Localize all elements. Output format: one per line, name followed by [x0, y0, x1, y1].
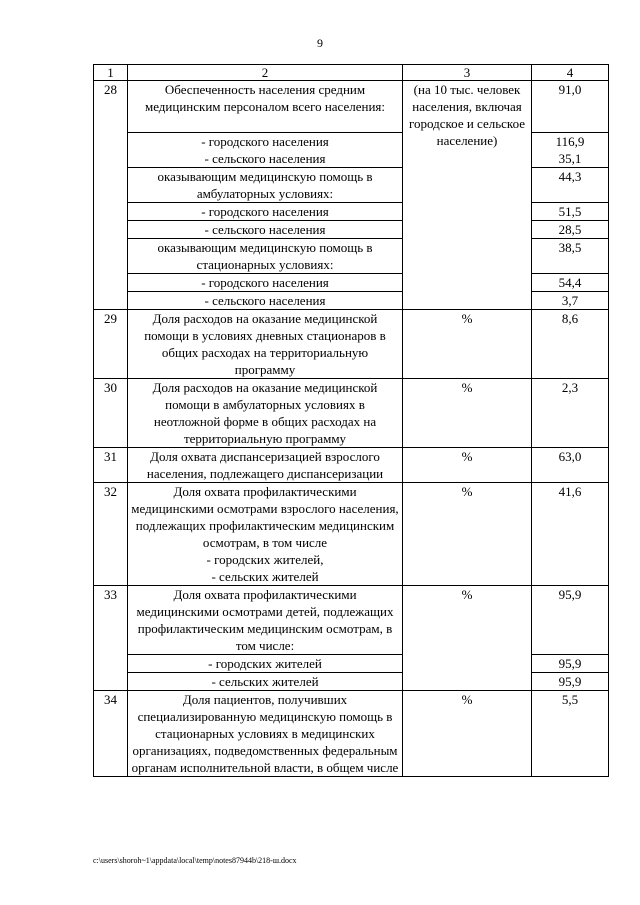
indicator-text: - сельского населения — [128, 292, 403, 310]
page-number: 9 — [317, 36, 323, 50]
table-row — [94, 292, 609, 310]
header-col-2: 2 — [128, 65, 403, 81]
table-row — [94, 150, 609, 168]
table-row — [94, 673, 609, 691]
value-cell: 116,9 — [532, 133, 609, 151]
table-row — [94, 483, 609, 586]
indicator-text: Доля расходов на оказание медицинской помощи в амбулаторных условиях в неотложной форме в общих расходах на территориальную программу — [128, 379, 403, 448]
header-col-4: 4 — [532, 65, 609, 81]
indicator-text: Доля расходов на оказание медицинской помощи в условиях дневных стационаров в общих расходах на территориальную программу — [128, 310, 403, 379]
indicator-text: - сельских жителей — [128, 673, 403, 691]
value-cell: 41,6 — [532, 483, 609, 586]
unit-cell: (на 10 тыс. человек населения, включая городское и сельское население) — [403, 81, 532, 310]
indicator-text: Доля охвата профилактическими медицинскими осмотрами взрослого населения, подлежащих профилактическим медицинским осмотрам, в том числе — [131, 484, 399, 550]
table-row — [94, 203, 609, 221]
header-row — [94, 65, 609, 81]
file-path-footer: c:\users\shoroh~1\appdata\local\temp\notes87944b\218-ш.docx — [93, 856, 297, 865]
indicator-cell — [128, 483, 403, 586]
table-row — [94, 691, 609, 777]
row-number: 30 — [94, 379, 128, 448]
indicator-subitem: - городских жителей, — [206, 552, 324, 567]
value-cell: 51,5 — [532, 203, 609, 221]
table-row — [94, 168, 609, 203]
unit-cell: % — [403, 483, 532, 586]
indicator-text: - городского населения — [128, 274, 403, 292]
value-cell: 8,6 — [532, 310, 609, 379]
indicator-text: - городского населения — [128, 203, 403, 221]
header-col-1: 1 — [94, 65, 128, 81]
table-row — [94, 655, 609, 673]
table-row — [94, 239, 609, 274]
row-number: 33 — [94, 586, 128, 691]
table-row — [94, 81, 609, 133]
value-cell: 2,3 — [532, 379, 609, 448]
value-cell: 5,5 — [532, 691, 609, 777]
indicator-text: Обеспеченность населения средним медицинским персоналом всего населения: — [128, 81, 403, 133]
table-row — [94, 379, 609, 448]
indicator-text: - сельского населения — [128, 221, 403, 239]
unit-cell: % — [403, 691, 532, 777]
indicator-text: Доля пациентов, получивших специализированную медицинскую помощь в стационарных условиях в медицинских организациях, подведомственных федеральным органам исполнительной власти, в общем числе — [128, 691, 403, 777]
row-number: 29 — [94, 310, 128, 379]
indicator-text: - сельского населения — [128, 150, 403, 168]
table-row — [94, 274, 609, 292]
row-number: 28 — [94, 81, 128, 310]
indicator-subitem: - сельских жителей — [211, 569, 319, 584]
indicator-text: - городского населения — [128, 133, 403, 151]
value-cell: 35,1 — [532, 150, 609, 168]
indicator-text: Доля охвата профилактическими медицинскими осмотрами детей, подлежащих профилактическим медицинским осмотрам, в том числе: — [128, 586, 403, 655]
indicator-text: оказывающим медицинскую помощь в амбулаторных условиях: — [128, 168, 403, 203]
value-cell: 91,0 — [532, 81, 609, 133]
row-number: 31 — [94, 448, 128, 483]
table-row — [94, 448, 609, 483]
unit-cell: % — [403, 586, 532, 691]
unit-cell: % — [403, 310, 532, 379]
table-row — [94, 586, 609, 655]
value-cell: 95,9 — [532, 655, 609, 673]
value-cell: 54,4 — [532, 274, 609, 292]
value-cell: 95,9 — [532, 586, 609, 655]
table-row — [94, 133, 609, 151]
table-row — [94, 310, 609, 379]
indicator-text: Доля охвата диспансеризацией взрослого населения, подлежащего диспансеризации — [128, 448, 403, 483]
value-cell: 63,0 — [532, 448, 609, 483]
unit-cell: % — [403, 448, 532, 483]
value-cell: 38,5 — [532, 239, 609, 274]
indicator-text: - городских жителей — [128, 655, 403, 673]
row-number: 32 — [94, 483, 128, 586]
value-cell: 44,3 — [532, 168, 609, 203]
header-col-3: 3 — [403, 65, 532, 81]
unit-cell: % — [403, 379, 532, 448]
table-row — [94, 221, 609, 239]
value-cell: 28,5 — [532, 221, 609, 239]
row-number: 34 — [94, 691, 128, 777]
value-cell: 3,7 — [532, 292, 609, 310]
indicator-text: оказывающим медицинскую помощь в стационарных условиях: — [128, 239, 403, 274]
value-cell: 95,9 — [532, 673, 609, 691]
indicators-table — [93, 64, 609, 777]
